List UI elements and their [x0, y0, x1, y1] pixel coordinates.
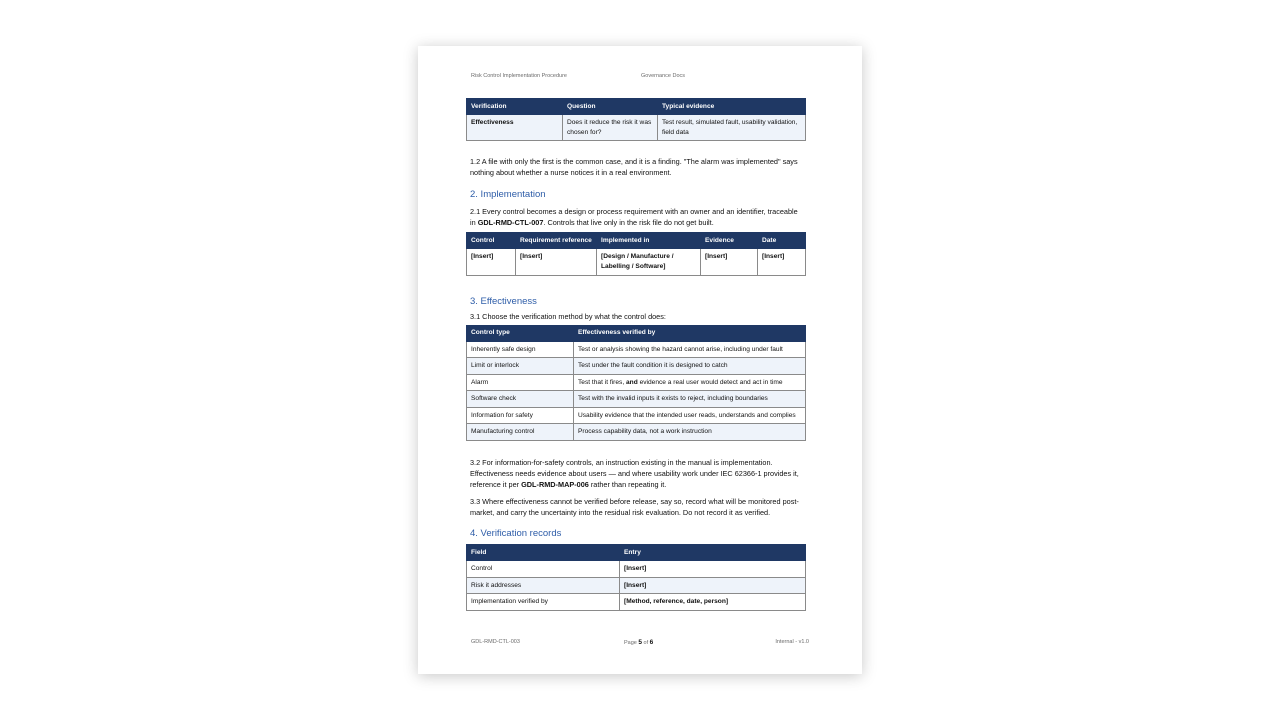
cell-text: evidence a real user would detect and act in time	[637, 378, 783, 386]
control-type-table	[466, 325, 806, 441]
table-header-cell: Question	[563, 99, 658, 115]
table-header-row	[467, 233, 806, 249]
table-row	[467, 358, 806, 375]
page-of-label: of	[642, 640, 650, 646]
paragraph-3-3: 3.3 Where effectiveness cannot be verified before release, say so, record what will be monitored post-market, and carry the uncertainty into the residual risk evaluation. Do not record it as verified.	[470, 496, 799, 518]
page-number	[624, 639, 653, 646]
table-row	[467, 407, 806, 424]
document-reference: GDL-RMD-MAP-006	[521, 480, 589, 490]
table-cell: [Method, reference, date, person]	[620, 594, 806, 611]
total-pages: 6	[649, 639, 654, 646]
table-row	[467, 594, 806, 611]
table-cell: Test or analysis showing the hazard cannot arise, including under fault	[574, 341, 806, 358]
table-cell: Alarm	[467, 374, 574, 391]
table-cell: [Insert]	[701, 249, 758, 276]
table-header-cell: Verification	[467, 99, 563, 115]
paragraph-text: 2.1 Every control becomes a design or process requirement with an owner and an identifier, traceable in	[470, 206, 798, 227]
table-header-cell: Date	[758, 233, 806, 249]
footer-doc-id: GDL-RMD-CTL-003	[471, 639, 520, 645]
table-cell: Usability evidence that the intended user reads, understands and complies	[574, 407, 806, 424]
table-row	[467, 577, 806, 594]
paragraph-3-2	[466, 457, 805, 491]
paragraph-text: . Controls that live only in the risk file do not get built.	[543, 217, 714, 227]
table-cell: Inherently safe design	[467, 341, 574, 358]
paragraph-3-1: 3.1 Choose the verification method by what the control does:	[470, 312, 666, 322]
document-page	[418, 46, 862, 674]
table-cell: [Insert]	[620, 561, 806, 578]
table-cell: Manufacturing control	[467, 424, 574, 441]
section-heading-implementation: 2. Implementation	[470, 188, 546, 200]
section-heading-verification-records: 4. Verification records	[470, 528, 562, 540]
table-cell: [Insert]	[516, 249, 597, 276]
table-cell: [Design / Manufacture / Labelling / Software]	[597, 249, 701, 276]
cell-emphasis: and	[626, 378, 638, 386]
table-cell: Risk it addresses	[467, 577, 620, 594]
table-cell: Effectiveness	[467, 115, 563, 141]
table-cell: Test with the invalid inputs it exists to reject, including boundaries	[574, 391, 806, 408]
table-cell: Implementation verified by	[467, 594, 620, 611]
table-cell: [Insert]	[758, 249, 806, 276]
verification-table	[466, 98, 806, 141]
table-header-cell: Evidence	[701, 233, 758, 249]
table-cell: Does it reduce the risk it was chosen for?	[563, 115, 658, 141]
table-row	[467, 115, 806, 141]
table-cell: [Insert]	[467, 249, 516, 276]
table-cell	[574, 374, 806, 391]
table-row	[467, 424, 806, 441]
table-cell: [Insert]	[620, 577, 806, 594]
paragraph-2-1	[466, 206, 805, 229]
cell-text: Test that it fires,	[578, 378, 627, 386]
table-row	[467, 374, 806, 391]
page-label: Page	[624, 640, 639, 646]
table-header-cell: Typical evidence	[658, 99, 806, 115]
table-header-row	[467, 545, 806, 561]
table-cell: Information for safety	[467, 407, 574, 424]
table-header-row	[467, 325, 806, 341]
paragraph-text: rather than repeating it.	[588, 480, 667, 490]
current-page: 5	[638, 639, 642, 646]
implementation-table	[466, 232, 806, 276]
table-cell: Control	[467, 561, 620, 578]
table-header-cell: Implemented in	[597, 233, 701, 249]
table-header-cell: Control	[467, 233, 516, 249]
table-cell: Test result, simulated fault, usability validation, field data	[658, 115, 806, 141]
table-cell: Test under the fault condition it is designed to catch	[574, 358, 806, 375]
table-header-cell: Requirement reference	[516, 233, 597, 249]
table-cell: Process capability data, not a work instruction	[574, 424, 806, 441]
table-header-cell: Entry	[620, 545, 806, 561]
table-header-cell: Effectiveness verified by	[574, 325, 806, 341]
table-cell: Software check	[467, 391, 574, 408]
document-reference: GDL-RMD-CTL-007	[477, 217, 544, 227]
table-row	[467, 341, 806, 358]
table-cell: Limit or interlock	[467, 358, 574, 375]
table-header-cell: Field	[467, 545, 620, 561]
section-heading-effectiveness: 3. Effectiveness	[470, 296, 537, 308]
footer-version: Internal - v1.0	[775, 639, 809, 645]
paragraph-1-2: 1.2 A file with only the first is the common case, and it is a finding. "The alarm was implemented" says nothing about whether a nurse notices it in a real environment.	[470, 157, 798, 178]
table-header-cell: Control type	[467, 325, 574, 341]
paragraph-text: 3.2 For information-for-safety controls, an instruction existing in the manual is implementation. Effectiveness needs evidence about users — and where usability work under IEC 62366-1 provides it, reference it per	[470, 457, 799, 490]
table-row	[467, 391, 806, 408]
table-row	[467, 249, 806, 276]
table-header-row	[467, 99, 806, 115]
table-row	[467, 561, 806, 578]
header-category: Governance Docs	[641, 73, 686, 79]
verification-records-table	[466, 544, 806, 611]
header-doc-title: Risk Control Implementation Procedure	[471, 73, 567, 79]
page-content	[466, 98, 805, 611]
